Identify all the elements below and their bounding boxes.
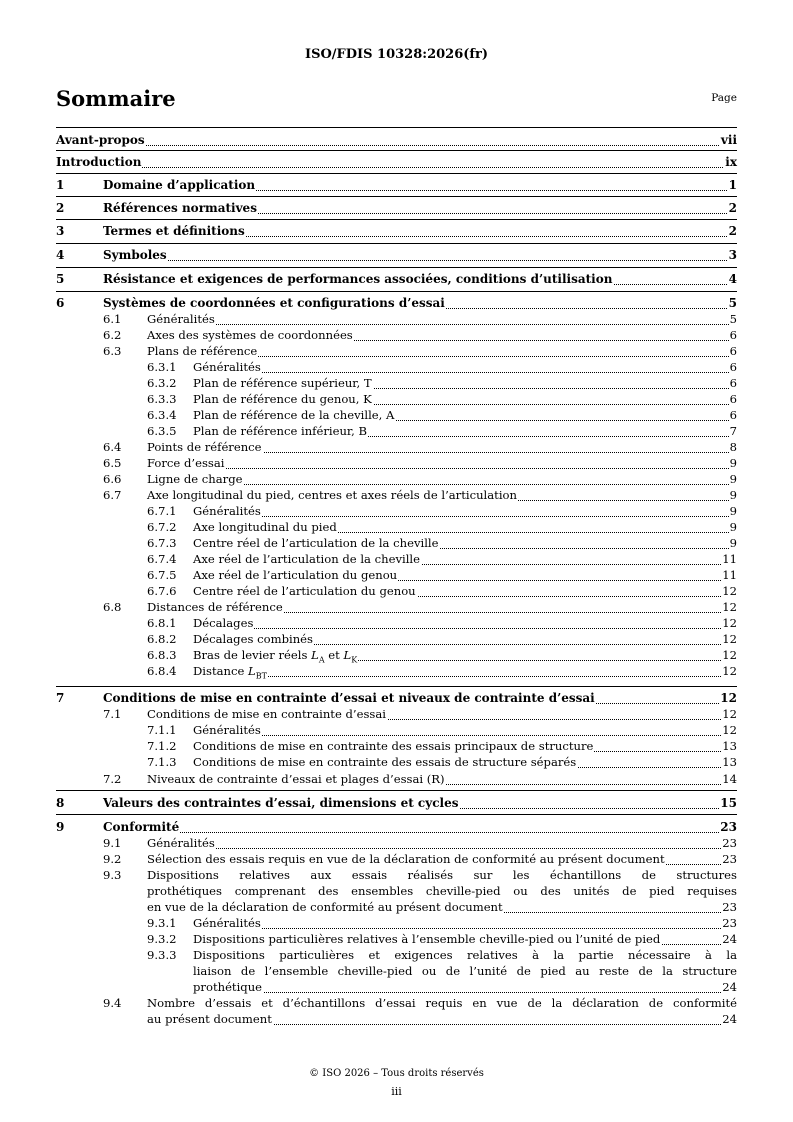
- toc-entry[interactable]: [0, 375, 793, 391]
- toc-entry-title: Distance $L_{BT}$: [193, 663, 268, 684]
- toc-entry[interactable]: [0, 359, 793, 375]
- toc-entry-page: 23: [722, 900, 737, 914]
- toc-entry-title: prothétiques comprenant des ensembles cheville-pied ou des unités de pied requises: [147, 884, 737, 898]
- toc-entry-number: 6.3.5: [147, 424, 177, 438]
- document-header: ISO/FDIS 10328:2026(fr): [305, 47, 488, 62]
- toc-entry-title: Décalages combinés: [193, 632, 313, 646]
- toc-entry-title: en vue de la déclaration de conformité au présent document: [147, 900, 503, 914]
- toc-entry[interactable]: [0, 519, 793, 535]
- toc-entry[interactable]: [0, 771, 793, 787]
- toc-entry-title: Généralités: [147, 312, 215, 326]
- dot-leader: [147, 311, 733, 325]
- toc-entry-number: 6.7.5: [147, 568, 177, 582]
- toc-entry-page: 11: [722, 552, 737, 566]
- toc-entry-page: 24: [722, 932, 737, 946]
- toc-entry[interactable]: [0, 407, 793, 423]
- toc-entry-title: prothétique: [193, 980, 263, 994]
- toc-entry[interactable]: [0, 503, 793, 519]
- toc-entry-page: 5: [729, 312, 737, 326]
- toc-entry-page: 11: [722, 568, 737, 582]
- toc-entry-page: 6: [729, 392, 737, 406]
- toc-entry-title: Introduction: [56, 155, 142, 169]
- page-column-label: Page: [711, 92, 737, 104]
- dot-leader: [56, 132, 733, 146]
- dot-leader: [103, 247, 733, 261]
- toc-entry-page: 15: [720, 796, 737, 810]
- toc-entry-number: 9.3.3: [147, 948, 177, 962]
- toc-entry-page: 9: [729, 504, 737, 518]
- toc-entry-page: 13: [722, 755, 737, 769]
- toc-entry-page: 13: [722, 739, 737, 753]
- page-title: Sommaire: [56, 86, 176, 111]
- toc-entry[interactable]: [0, 567, 793, 583]
- toc-entry-title: Systèmes de coordonnées et configurations d’essai: [103, 296, 445, 310]
- toc-entry-title: Axe réel de l’articulation de la cheville: [193, 552, 421, 566]
- page-number: iii: [391, 1085, 402, 1098]
- toc-entry-page: 12: [722, 584, 737, 598]
- toc-entry-page: 12: [722, 648, 737, 662]
- toc-entry-number: 6.2: [103, 328, 122, 342]
- toc-entry-title: Force d’essai: [147, 456, 225, 470]
- dot-leader: [193, 503, 733, 517]
- toc-entry-title: Conditions de mise en contrainte des essais de structure séparés: [193, 755, 577, 769]
- toc-entry-title: Conditions de mise en contrainte des essais principaux de structure: [193, 739, 594, 753]
- toc-entry-page: ix: [725, 155, 737, 169]
- toc-entry[interactable]: [0, 132, 793, 148]
- section-separator: [56, 196, 737, 197]
- toc-entry-title: Valeurs des contraintes d’essai, dimensions et cycles: [103, 796, 459, 810]
- toc-entry-number: 7.2: [103, 772, 122, 786]
- toc-entry-title: Généralités: [193, 916, 261, 930]
- toc-entry-page: 4: [728, 272, 737, 286]
- toc-entry-number: 9: [56, 820, 65, 834]
- toc-entry[interactable]: [0, 738, 793, 754]
- toc-entry-number: 9.3: [103, 868, 122, 882]
- toc-entry-page: 12: [722, 600, 737, 614]
- toc-entry-number: 6: [56, 296, 65, 310]
- toc-entry-title: Conditions de mise en contrainte d’essai: [147, 707, 386, 721]
- copyright-notice: © ISO 2026 – Tous droits réservés: [309, 1068, 484, 1079]
- toc-entry-title: Plan de référence du genou, K: [193, 392, 372, 406]
- section-separator: [56, 219, 737, 220]
- toc-entry[interactable]: [0, 706, 793, 722]
- dot-leader: [56, 154, 733, 168]
- dot-leader: [103, 819, 733, 833]
- dot-leader: [193, 722, 733, 736]
- toc-entry[interactable]: [0, 391, 793, 407]
- toc-entry-page: 12: [722, 616, 737, 630]
- dot-leader: [193, 615, 733, 629]
- toc-entry-page: 12: [722, 632, 737, 646]
- toc-entry-title: Axe longitudinal du pied: [193, 520, 337, 534]
- toc-entry-number: 9.1: [103, 836, 122, 850]
- toc-entry-page: 23: [720, 820, 737, 834]
- toc-entry[interactable]: [0, 223, 793, 239]
- toc-entry-title: Avant-propos: [56, 133, 145, 147]
- toc-entry-page: vii: [720, 133, 737, 147]
- toc-entry-number: 6.7.2: [147, 520, 177, 534]
- toc-entry-number: 7.1.1: [147, 723, 177, 737]
- toc-entry-number: 6.1: [103, 312, 122, 326]
- toc-entry-page: 12: [722, 723, 737, 737]
- toc-entry[interactable]: [0, 177, 793, 193]
- toc-entry-title: Distances de référence: [147, 600, 283, 614]
- toc-entry-number: 6.8.3: [147, 648, 177, 662]
- section-separator: [56, 150, 737, 151]
- dot-leader: [147, 835, 733, 849]
- toc-entry-number: 6.8: [103, 600, 122, 614]
- toc-entry-title: Centre réel de l’articulation de la cheville: [193, 536, 439, 550]
- toc-entry-page: 12: [722, 664, 737, 678]
- toc-entry-page: 23: [722, 852, 737, 866]
- toc-entry-number: 9.3.2: [147, 932, 177, 946]
- toc-entry-number: 9.2: [103, 852, 122, 866]
- toc-entry-page: 5: [728, 296, 737, 310]
- toc-entry-title: Plan de référence supérieur, T: [193, 376, 372, 390]
- toc-entry[interactable]: [0, 795, 793, 811]
- toc-entry[interactable]: [0, 271, 793, 287]
- toc-entry[interactable]: [0, 754, 793, 770]
- dot-leader: [147, 455, 733, 469]
- toc-entry-title: au présent document: [147, 1012, 272, 1026]
- toc-entry-page: 24: [722, 1012, 737, 1026]
- toc-entry-number: 6.8.2: [147, 632, 177, 646]
- toc-entry[interactable]: [0, 851, 793, 867]
- toc-entry-page: 7: [729, 424, 737, 438]
- section-separator: [56, 267, 737, 268]
- toc-entry-title: Généralités: [147, 836, 215, 850]
- toc-entry-number: 6.3.2: [147, 376, 177, 390]
- toc-entry-title: Plans de référence: [147, 344, 258, 358]
- toc-entry-title: Axe longitudinal du pied, centres et axes réels de l’articulation: [147, 488, 517, 502]
- toc-entry-number: 7.1.2: [147, 739, 177, 753]
- toc-entry-title: Conditions de mise en contrainte d’essai et niveaux de contrainte d’essai: [103, 691, 595, 705]
- toc-entry-page: 2: [728, 224, 737, 238]
- toc-entry[interactable]: [0, 247, 793, 263]
- toc-entry[interactable]: [0, 647, 793, 663]
- toc-entry-page: 1: [728, 178, 737, 192]
- toc-entry-title: Niveaux de contrainte d’essai et plages d’essai (R): [147, 772, 445, 786]
- toc-entry-page: 9: [729, 520, 737, 534]
- toc-entry[interactable]: [0, 615, 793, 631]
- toc-entry-title: Décalages: [193, 616, 254, 630]
- section-separator: [56, 173, 737, 174]
- toc-entry-number: 9.4: [103, 996, 122, 1010]
- toc-entry[interactable]: [0, 423, 793, 439]
- toc-entry-number: 3: [56, 224, 65, 238]
- toc-entry-title: Dispositions relatives aux essais réalisés sur les échantillons de structures: [147, 868, 737, 882]
- toc-entry-number: 5: [56, 272, 65, 286]
- toc-entry-number: 6.4: [103, 440, 122, 454]
- section-separator: [56, 686, 737, 687]
- toc-entry[interactable]: [0, 295, 793, 311]
- toc-entry-title: Généralités: [193, 723, 261, 737]
- toc-entry-title: Axe réel de l’articulation du genou: [193, 568, 398, 582]
- toc-entry-number: 8: [56, 796, 65, 810]
- toc-entry-number: 6.7.6: [147, 584, 177, 598]
- toc-entry-number: 6.8.1: [147, 616, 177, 630]
- toc-entry-page: 14: [722, 772, 737, 786]
- dot-leader: [193, 979, 733, 993]
- toc-entry[interactable]: [0, 690, 793, 706]
- toc-entry-page: 3: [728, 248, 737, 262]
- toc-entry-number: 6.3.3: [147, 392, 177, 406]
- toc-entry-title: Généralités: [193, 504, 261, 518]
- toc-entry-title: Sélection des essais requis en vue de la déclaration de conformité au présent document: [147, 852, 665, 866]
- toc-entry-title: Centre réel de l’articulation du genou: [193, 584, 416, 598]
- section-separator: [56, 790, 737, 791]
- toc-entry[interactable]: [0, 455, 793, 471]
- toc-entry-number: 1: [56, 178, 65, 192]
- toc-entry[interactable]: [0, 200, 793, 216]
- toc-entry-number: 6.7.4: [147, 552, 177, 566]
- toc-entry[interactable]: [0, 835, 793, 851]
- toc-entry[interactable]: [0, 631, 793, 647]
- toc-entry-page: 9: [729, 456, 737, 470]
- toc-entry-title: Symboles: [103, 248, 167, 262]
- toc-entry-page: 8: [729, 440, 737, 454]
- toc-entry-number: 6.7: [103, 488, 122, 502]
- toc-entry[interactable]: [0, 583, 793, 599]
- toc-entry[interactable]: [0, 471, 793, 487]
- toc-entry-number: 2: [56, 201, 65, 215]
- toc-entry-page: 2: [728, 201, 737, 215]
- toc-entry-number: 4: [56, 248, 65, 262]
- toc-entry-page: 6: [729, 344, 737, 358]
- toc-entry-page: 6: [729, 328, 737, 342]
- toc-entry-page: 23: [722, 916, 737, 930]
- toc-entry[interactable]: [0, 819, 793, 835]
- toc-entry-title: Dispositions particulières relatives à l’ensemble cheville-pied ou l’unité de pied: [193, 932, 661, 946]
- toc-entry-number: 6.3.1: [147, 360, 177, 374]
- toc-entry[interactable]: [0, 343, 793, 359]
- toc-entry-page: 6: [729, 376, 737, 390]
- toc-entry[interactable]: [0, 154, 793, 170]
- toc-entry-number: 9.3.1: [147, 916, 177, 930]
- toc-entry-title: Conformité: [103, 820, 180, 834]
- toc-entry-page: 12: [720, 691, 737, 705]
- toc-entry-title: Généralités: [193, 360, 261, 374]
- toc-entry-page: 9: [729, 472, 737, 486]
- toc-entry-title: Points de référence: [147, 440, 262, 454]
- toc-entry-number: 6.6: [103, 472, 122, 486]
- toc-entry-number: 7: [56, 691, 65, 705]
- toc-entry-title: Plan de référence de la cheville, A: [193, 408, 395, 422]
- dot-leader: [193, 915, 733, 929]
- toc-entry[interactable]: [0, 439, 793, 455]
- toc-entry[interactable]: [0, 487, 793, 503]
- toc-entry-number: 6.7.1: [147, 504, 177, 518]
- toc-entry-number: 6.3: [103, 344, 122, 358]
- toc-entry-page: 24: [722, 980, 737, 994]
- toc-entry-title: Termes et définitions: [103, 224, 245, 238]
- toc-entry-title: Axes des systèmes de coordonnées: [147, 328, 353, 342]
- section-separator: [56, 127, 737, 128]
- toc-entry-page: 9: [729, 488, 737, 502]
- toc-entry-title: Bras de levier réels $L_A$ et $L_K$: [193, 647, 358, 668]
- toc-entry-title: Références normatives: [103, 201, 257, 215]
- toc-entry-number: 7.1.3: [147, 755, 177, 769]
- toc-entry-title: Résistance et exigences de performances associées, conditions d’utilisation: [103, 272, 613, 286]
- section-separator: [56, 291, 737, 292]
- toc-entry-title: Plan de référence inférieur, B: [193, 424, 368, 438]
- toc-entry[interactable]: [0, 663, 793, 679]
- toc-entry-page: 23: [722, 836, 737, 850]
- toc-entry-title: liaison de l’ensemble cheville-pied ou de l’unité de pied au reste de la structure: [193, 964, 737, 978]
- toc-entry-page: 12: [722, 707, 737, 721]
- toc-entry-number: 6.8.4: [147, 664, 177, 678]
- toc-entry-title: Nombre d’essais et d’échantillons d’essai requis en vue de la déclaration de conformité: [147, 996, 737, 1010]
- toc-entry[interactable]: [0, 599, 793, 615]
- toc-entry[interactable]: [0, 535, 793, 551]
- toc-entry-title: Ligne de charge: [147, 472, 243, 486]
- toc-entry[interactable]: [0, 327, 793, 343]
- toc-entry[interactable]: [0, 311, 793, 327]
- toc-entry-page: 6: [729, 408, 737, 422]
- toc-entry-page: 6: [729, 360, 737, 374]
- section-separator: [56, 814, 737, 815]
- dot-leader: [193, 359, 733, 373]
- toc-entry-number: 6.5: [103, 456, 122, 470]
- section-separator: [56, 243, 737, 244]
- toc-entry-page: 9: [729, 536, 737, 550]
- toc-entry-number: 6.7.3: [147, 536, 177, 550]
- toc-entry-title: Domaine d’application: [103, 178, 256, 192]
- toc-entry-number: 7.1: [103, 707, 122, 721]
- toc-entry[interactable]: [0, 551, 793, 567]
- toc-entry[interactable]: [0, 722, 793, 738]
- toc-entry-number: 6.3.4: [147, 408, 177, 422]
- toc-entry-title: Dispositions particulières et exigences relatives à la partie nécessaire à la: [193, 948, 737, 962]
